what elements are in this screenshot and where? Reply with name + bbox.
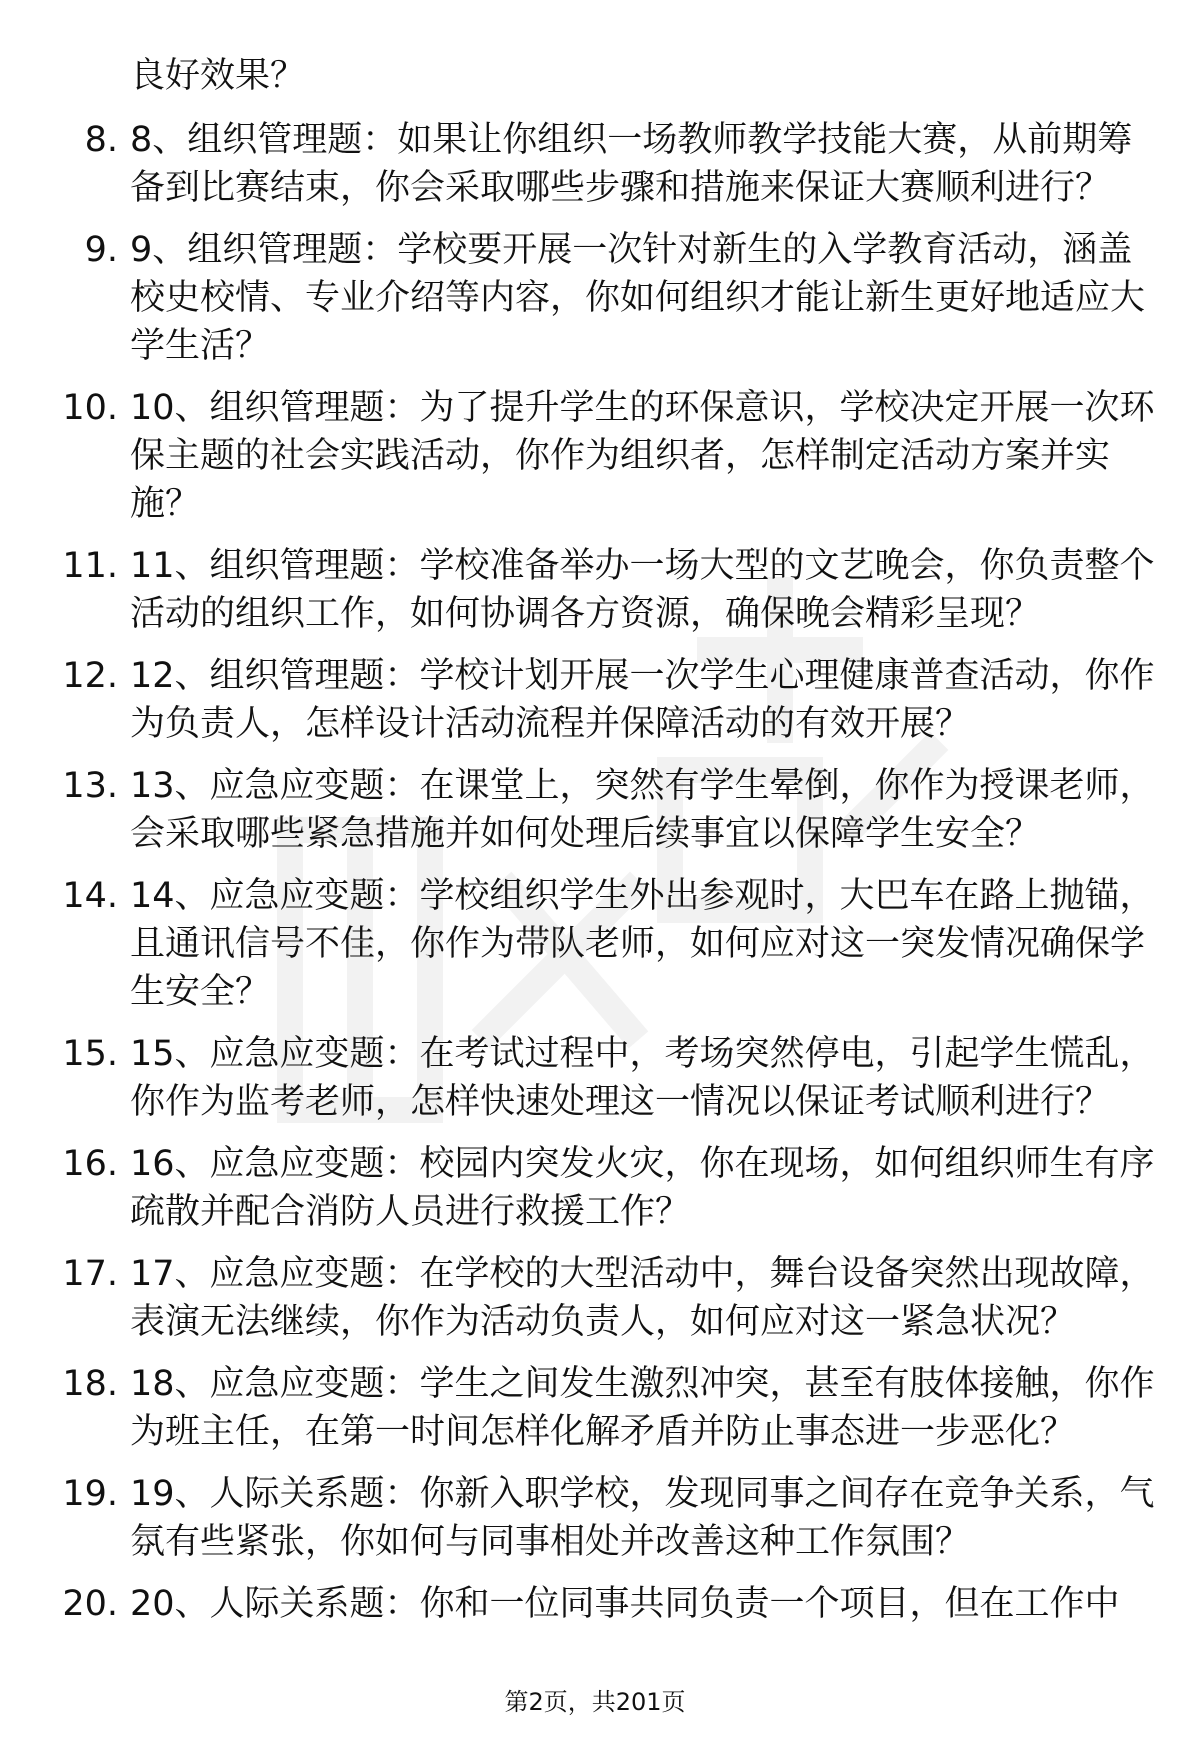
- item-number: 9.: [84, 230, 118, 270]
- list-item: [0, 1470, 1190, 1566]
- list-item: [0, 652, 1190, 748]
- item-number: 11.: [62, 546, 118, 586]
- item-number: 13.: [62, 766, 118, 806]
- question-text: 9、组织管理题：学校要开展一次针对新生的入学教育活动，涵盖校史校情、专业介绍等内容，你如何组织才能让新生更好地适应大学生活？: [130, 230, 1146, 366]
- page-footer: 第2页，共201页: [504, 1688, 686, 1716]
- question-text: 13、应急应变题：在课堂上，突然有学生晕倒，你作为授课老师，会采取哪些紧急措施并如何处理后续事宜以保障学生安全？: [130, 766, 1155, 854]
- item-number: 12.: [62, 656, 118, 696]
- item-number: 8.: [84, 120, 118, 160]
- question-text: 19、人际关系题：你新入职学校，发现同事之间存在竞争关系，气氛有些紧张，你如何与同事相处并改善这种工作氛围？: [130, 1474, 1155, 1562]
- question-text: 10、组织管理题：为了提升学生的环保意识，学校决定开展一次环保主题的社会实践活动，你作为组织者，怎样制定活动方案并实施？: [130, 388, 1155, 524]
- question-text: 20、人际关系题：你和一位同事共同负责一个项目，但在工作中: [130, 1584, 1120, 1624]
- item-number: 10.: [62, 388, 118, 428]
- question-list: [0, 116, 1190, 1642]
- item-number: 18.: [62, 1364, 118, 1404]
- question-text: 17、应急应变题：在学校的大型活动中，舞台设备突然出现故障，表演无法继续，你作为活动负责人，如何应对这一紧急状况？: [130, 1254, 1155, 1342]
- list-item: [0, 542, 1190, 638]
- item-number: 20.: [62, 1584, 118, 1624]
- question-text: 15、应急应变题：在考试过程中，考场突然停电，引起学生慌乱，你作为监考老师，怎样快速处理这一情况以保证考试顺利进行？: [130, 1034, 1155, 1122]
- list-item: [0, 762, 1190, 858]
- list-item: [0, 1250, 1190, 1346]
- item-number: 16.: [62, 1144, 118, 1184]
- list-item: [0, 226, 1190, 370]
- list-item: [0, 1360, 1190, 1456]
- item-number: 14.: [62, 876, 118, 916]
- item-number: 19.: [62, 1474, 118, 1514]
- list-item: [0, 1140, 1190, 1236]
- list-item: [0, 1580, 1190, 1628]
- item-number: 17.: [62, 1254, 118, 1294]
- list-item: [0, 872, 1190, 1016]
- question-text: 8、组织管理题：如果让你组织一场教师教学技能大赛，从前期筹备到比赛结束，你会采取哪些步骤和措施来保证大赛顺利进行？: [130, 120, 1133, 208]
- question-text: 16、应急应变题：校园内突发火灾，你在现场，如何组织师生有序疏散并配合消防人员进行救援工作？: [130, 1144, 1155, 1232]
- question-text: 12、组织管理题：学校计划开展一次学生心理健康普查活动，你作为负责人，怎样设计活动流程并保障活动的有效开展？: [130, 656, 1155, 744]
- list-item: [0, 116, 1190, 212]
- item-number: 15.: [62, 1034, 118, 1074]
- list-item: [0, 384, 1190, 528]
- list-item: [0, 1030, 1190, 1126]
- continuation-text: 良好效果？: [130, 56, 306, 96]
- question-text: 14、应急应变题：学校组织学生外出参观时，大巴车在路上抛锚，且通讯信号不佳，你作为带队老师，如何应对这一突发情况确保学生安全？: [130, 876, 1155, 1012]
- question-text: 18、应急应变题：学生之间发生激烈冲突，甚至有肢体接触，你作为班主任，在第一时间怎样化解矛盾并防止事态进一步恶化？: [130, 1364, 1155, 1452]
- question-text: 11、组织管理题：学校准备举办一场大型的文艺晚会，你负责整个活动的组织工作，如何协调各方资源，确保晚会精彩呈现？: [130, 546, 1155, 634]
